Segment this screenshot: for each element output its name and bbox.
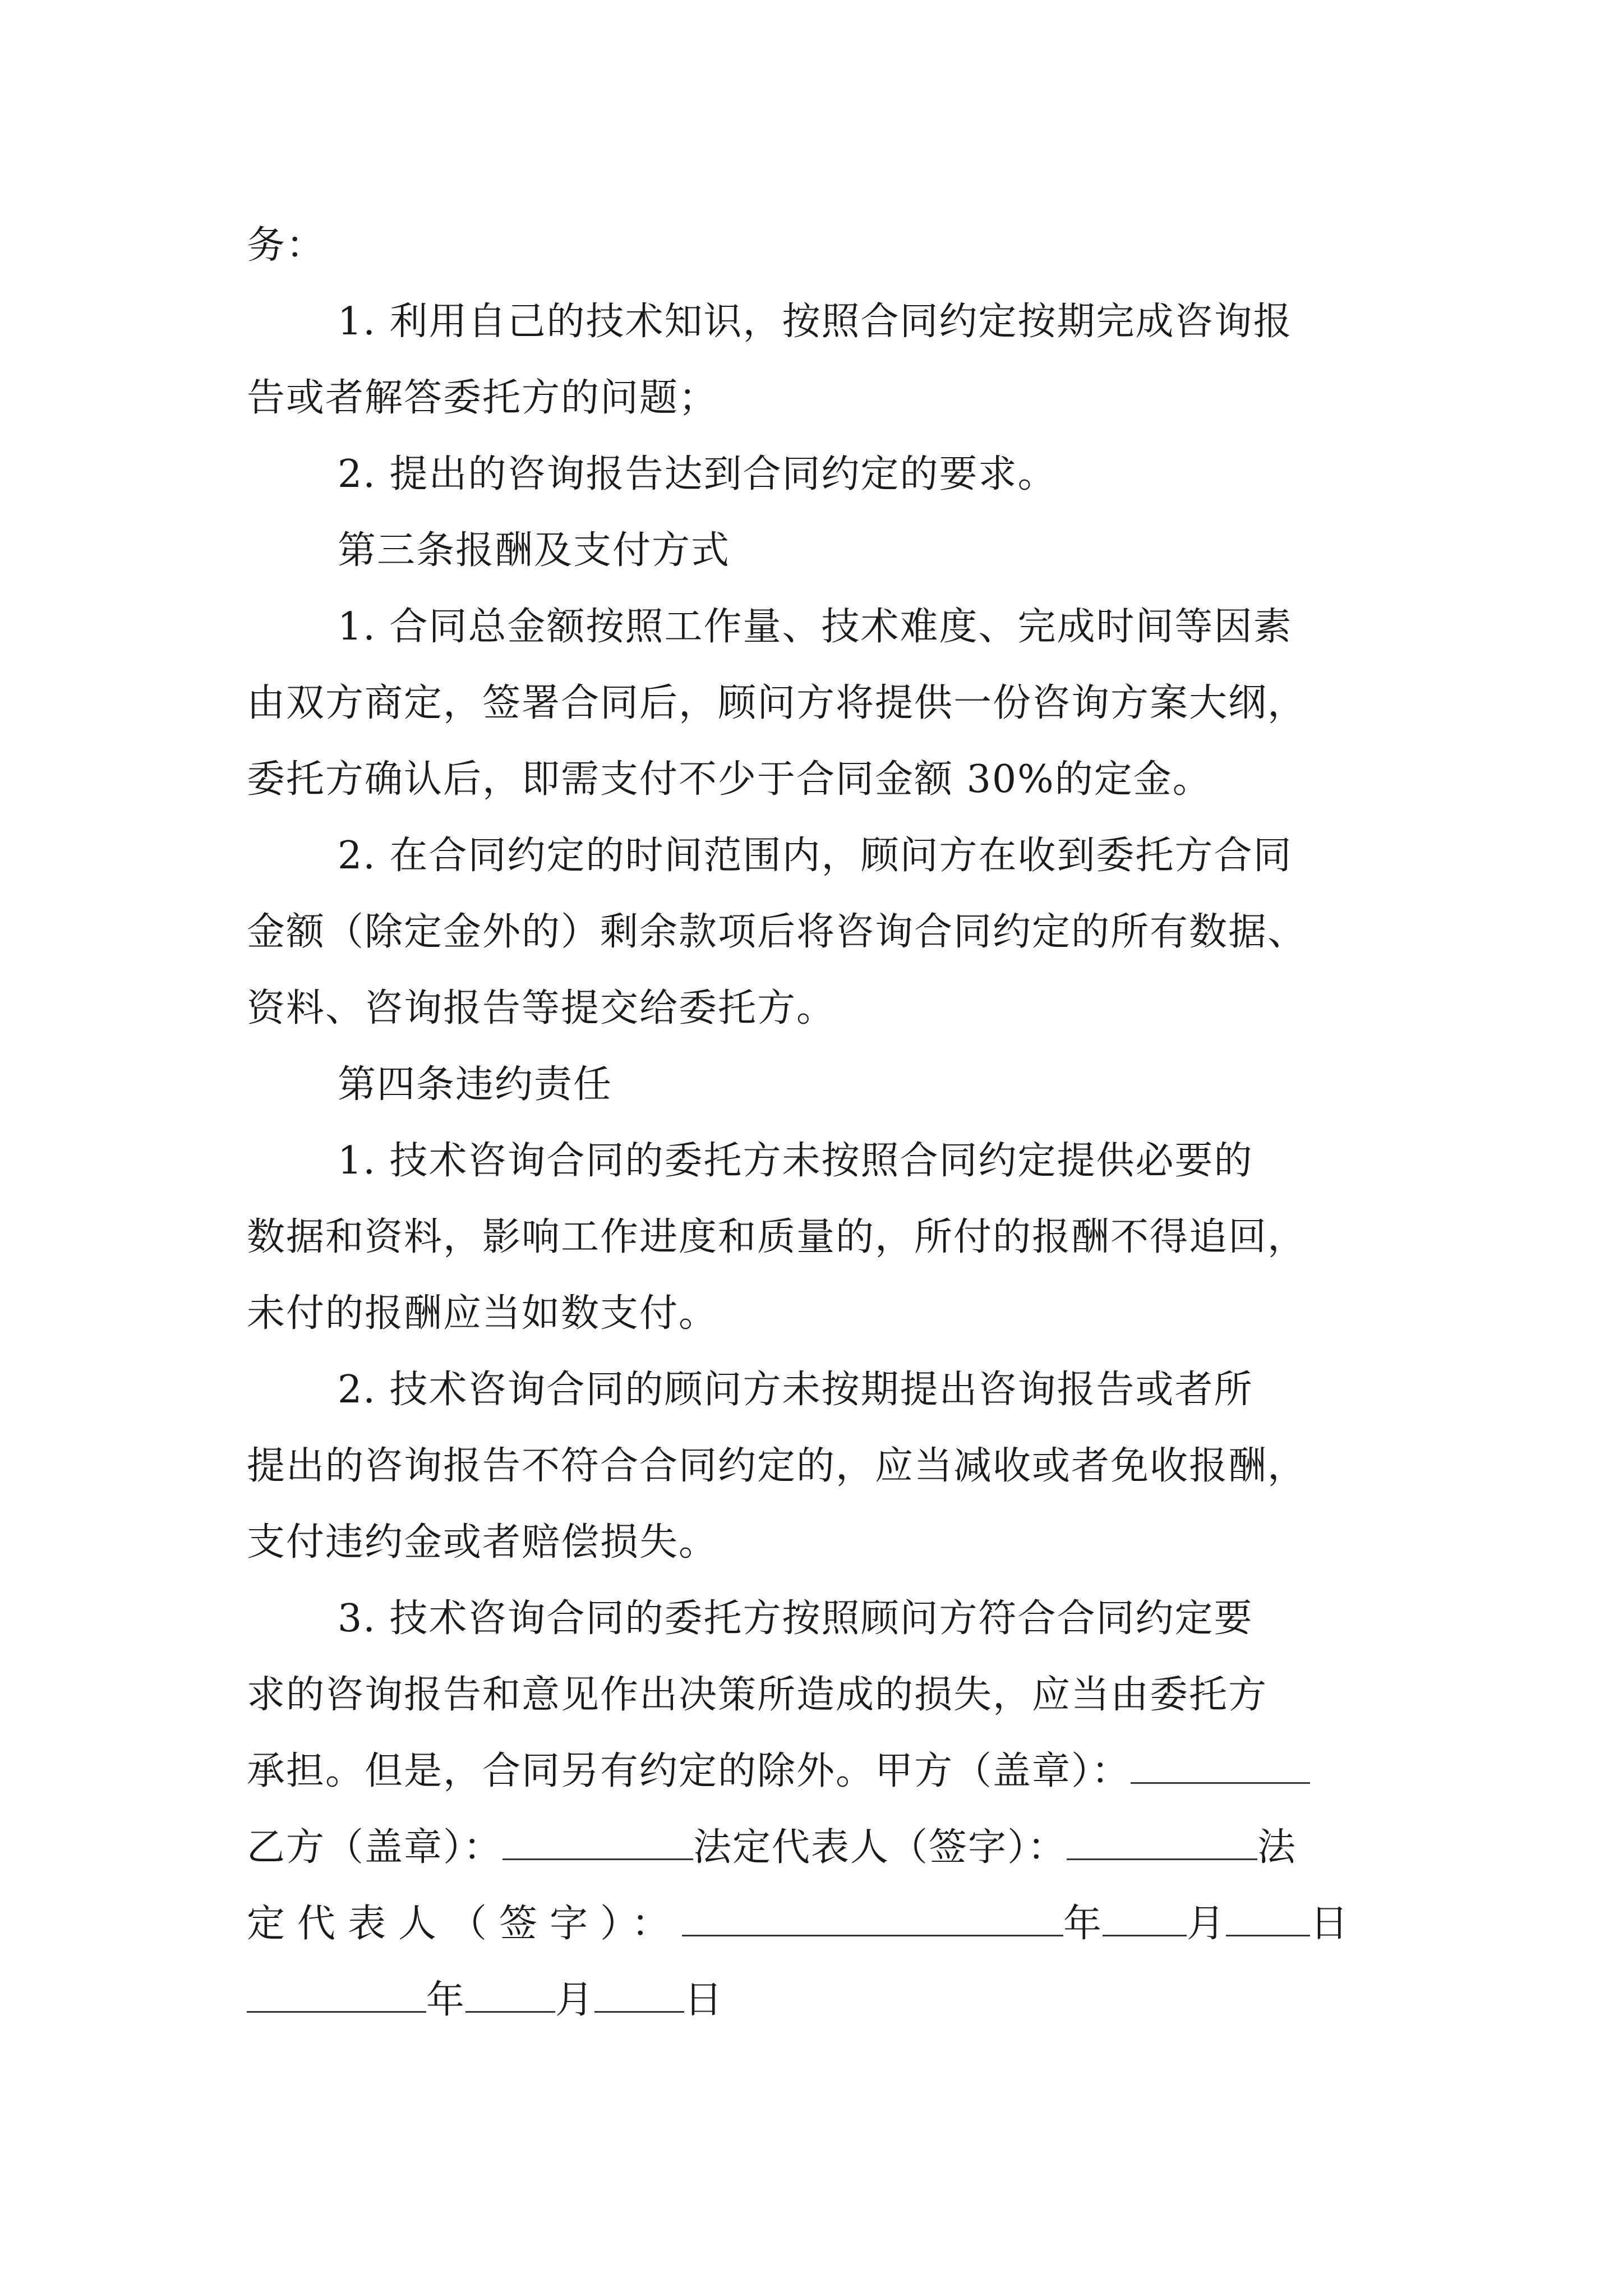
section-heading: 第四条违约责任 <box>338 1062 613 1107</box>
day-blank <box>1226 1894 1310 1936</box>
day-label: 日 <box>1310 1902 1350 1946</box>
text-line: 告或者解答委托方的问题； <box>247 376 718 420</box>
signature-blank <box>1067 1818 1257 1860</box>
text-line: 未付的报酬应当如数支付。 <box>247 1291 718 1336</box>
legal-rep-label-end: 定代表人（签字）： <box>247 1902 683 1946</box>
signature-blank <box>682 1894 1063 1936</box>
month-blank <box>465 1971 555 2013</box>
year-label: 年 <box>426 1978 466 2022</box>
text-line: 2. 提出的咨询报告达到合同约定的要求。 <box>338 452 1057 496</box>
text-line: 由双方商定，签署合同后，顾问方将提供一份咨询方案大纲， <box>247 681 1307 725</box>
text-line: 支付违约金或者赔偿损失。 <box>247 1520 718 1565</box>
text-line: 务： <box>247 223 326 268</box>
day-blank <box>594 1971 684 2013</box>
party-b-seal-label: 乙方（盖章）： <box>247 1825 503 1870</box>
document-page <box>247 208 1391 2039</box>
text-line: 1. 技术咨询合同的委托方未按照合同约定提供必要的 <box>338 1139 1253 1183</box>
signature-line-date-a <box>247 1886 1391 1962</box>
text-line: 2. 技术咨询合同的顾问方未按期提出咨询报告或者所 <box>338 1368 1253 1412</box>
text-line: 承担。但是，合同另有约定的除外。甲方（盖章）： <box>247 1749 1131 1793</box>
year-blank <box>247 1971 426 2013</box>
legal-rep-label: 法定代表人（签字）： <box>693 1825 1067 1870</box>
text-line: 资料、咨询报告等提交给委托方。 <box>247 986 836 1030</box>
year-label: 年 <box>1063 1902 1103 1946</box>
text-line: 求的咨询报告和意见作出决策所造成的损失，应当由委托方 <box>247 1673 1268 1717</box>
text-line: 数据和资料，影响工作进度和质量的，所付的报酬不得追回， <box>247 1215 1307 1259</box>
text-line: 1. 利用自己的技术知识，按照合同约定按期完成咨询报 <box>338 300 1293 344</box>
text-line: 提出的咨询报告不符合合同约定的，应当减收或者免收报酬， <box>247 1444 1307 1488</box>
signature-blank <box>502 1818 693 1860</box>
signature-blank <box>1131 1742 1310 1784</box>
text-line: 1. 合同总金额按照工作量、技术难度、完成时间等因素 <box>338 605 1293 649</box>
text-line: 2. 在合同约定的时间范围内，顾问方在收到委托方合同 <box>338 834 1293 878</box>
month-label: 月 <box>555 1978 595 2022</box>
month-label: 月 <box>1187 1902 1227 1946</box>
text-line: 金额（除定金外的）剩余款项后将咨询合同约定的所有数据、 <box>247 910 1307 954</box>
text-line: 委托方确认后，即需支付不少于合同金额 30%的定金。 <box>247 757 1212 802</box>
day-label: 日 <box>684 1978 724 2022</box>
month-blank <box>1103 1894 1187 1936</box>
text-line: 3. 技术咨询合同的委托方按照顾问方符合合同约定要 <box>338 1596 1253 1641</box>
signature-line-party-a <box>247 1733 1391 1810</box>
signature-line-date-b <box>247 1962 1391 2039</box>
legal-rep-label-start: 法 <box>1257 1825 1297 1870</box>
signature-line-party-b <box>247 1810 1391 1886</box>
section-heading: 第三条报酬及支付方式 <box>338 528 731 573</box>
